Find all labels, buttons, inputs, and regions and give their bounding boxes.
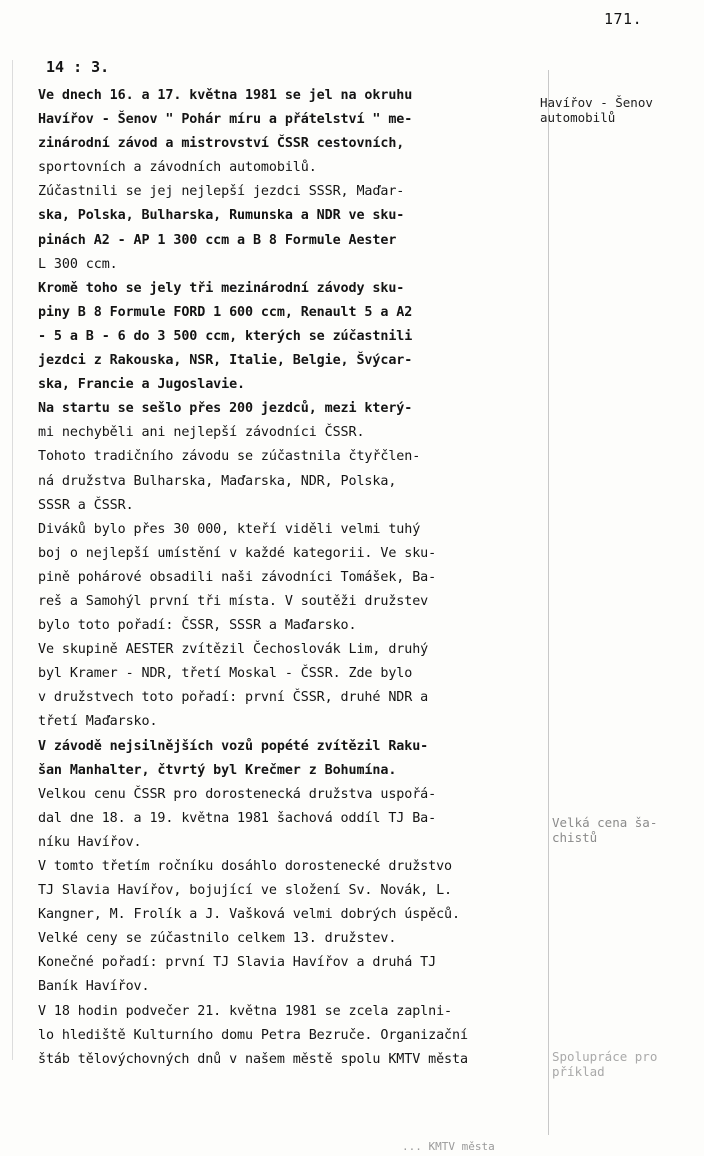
text-line-16: Tohoto tradičního závodu se zúčastnila čtyřčlen- xyxy=(38,449,421,465)
text-line-5: Zúčastnili se jej nejlepší jezdci SSSR, Maďar- xyxy=(38,184,405,200)
text-line-35: Kangner, M. Frolík a J. Vašková velmi dobrých úspěců. xyxy=(38,907,460,923)
text-line-19: Diváků bylo přes 30 000, kteří viděli velmi tuhý xyxy=(38,521,421,537)
text-line-13: ska, Francie a Jugoslavie. xyxy=(38,377,246,393)
text-line-31: dal dne 18. a 19. května 1981 šachová oddíl TJ Ba- xyxy=(38,810,437,826)
text-line-2: Havířov - Šenov " Pohár míru a přátelství " me- xyxy=(38,112,413,128)
text-line-26: v družstvech toto pořadí: první ČSSR, druhé NDR a xyxy=(38,690,429,706)
text-line-9: Kromě toho se jely tři mezinárodní závody sku- xyxy=(38,280,405,296)
text-line-40: lo hlediště Kulturního domu Petra Bezruče. Organizační xyxy=(38,1027,468,1043)
text-line-20: boj o nejlepší umístění v každé kategorii. Ve sku- xyxy=(38,545,437,561)
text-line-27: třetí Maďarsko. xyxy=(38,714,158,730)
margin-note-havirov-line-2: automobilů xyxy=(540,110,616,125)
page-number: 171. xyxy=(604,10,643,28)
text-line-3: zinárodní závod a mistrovství ČSSR cestovních, xyxy=(38,136,405,152)
text-line-38: Baník Havířov. xyxy=(38,979,150,995)
text-line-18: SSSR a ČSSR. xyxy=(38,497,134,513)
text-line-28: V závodě nejsilnějších vozů popété zvítězil Raku- xyxy=(38,738,429,754)
text-line-10: piny B 8 Formule FORD 1 600 ccm, Renault 5 a A2 xyxy=(38,304,413,320)
text-line-15: mi nechyběli ani nejlepší závodníci ČSSR. xyxy=(38,425,365,441)
left-edge-shadow xyxy=(12,60,13,1060)
date-header: 14 : 3. xyxy=(46,58,110,76)
text-line-12: jezdci z Rakouska, NSR, Italie, Belgie, Švýcar- xyxy=(38,353,413,369)
text-line-22: reš a Samohýl první tři místa. V soutěži družstev xyxy=(38,593,429,609)
text-line-36: Velké ceny se zúčastnilo celkem 13. družstev. xyxy=(38,931,397,947)
text-line-39: V 18 hodin podvečer 21. května 1981 se zcela zaplni- xyxy=(38,1003,453,1019)
margin-note-spolu-line-1: Spolupráce pro xyxy=(552,1049,658,1064)
text-line-23: bylo toto pořadí: ČSSR, SSSR a Maďarsko. xyxy=(38,618,357,634)
text-line-17: ná družstva Bulharska, Maďarska, NDR, Polska, xyxy=(38,473,397,489)
text-line-34: TJ Slavia Havířov, bojující ve složení Sv. Novák, L. xyxy=(38,883,453,899)
text-line-29: šan Manhalter, čtvrtý byl Krečmer z Bohumína. xyxy=(38,762,397,778)
text-line-7: pinách A2 - AP 1 300 ccm a B 8 Formule Aester xyxy=(38,232,397,248)
margin-note-havirov-line-1: Havířov - Šenov xyxy=(540,95,653,110)
text-line-41: štáb tělovýchovných dnů v našem městě spolu KMTV města xyxy=(38,1051,468,1067)
text-line-21: pině pohárové obsadili naši závodníci Tomášek, Ba- xyxy=(38,569,437,585)
body-text xyxy=(38,84,558,1072)
margin-note-spoluprace xyxy=(552,1049,657,1079)
text-line-32: níku Havířov. xyxy=(38,834,142,850)
text-line-14: Na startu se sešlo přes 200 jezdců, mezi který- xyxy=(38,401,413,417)
margin-note-velka-line-2: chistů xyxy=(552,830,598,845)
text-line-24: Ve skupině AESTER zvítězil Čechoslovák Lim, druhý xyxy=(38,642,429,658)
text-line-1: Ve dnech 16. a 17. května 1981 se jel na okruhu xyxy=(38,88,413,103)
text-line-4: sportovních a závodních automobilů. xyxy=(38,160,317,176)
margin-note-velka-cena xyxy=(552,815,657,845)
margin-note-spolu-line-2: příklad xyxy=(552,1064,605,1079)
text-line-30: Velkou cenu ČSSR pro dorostenecká družstva uspořá- xyxy=(38,786,437,802)
text-line-11: - 5 a B - 6 do 3 500 ccm, kterých se zúčastnili xyxy=(38,328,413,344)
text-line-33: V tomto třetím ročníku dosáhlo dorostenecké družstvo xyxy=(38,859,453,874)
margin-note-velka-line-1: Velká cena ša- xyxy=(552,815,658,830)
text-line-6: ska, Polska, Bulharska, Rumunska a NDR ve sku- xyxy=(38,208,405,224)
bottom-ghost-text: ... KMTV města xyxy=(402,1140,495,1153)
text-line-8: L 300 ccm. xyxy=(38,256,118,272)
text-line-37: Konečné pořadí: první TJ Slavia Havířov a druhá TJ xyxy=(38,955,437,971)
text-line-25: byl Kramer - NDR, třetí Moskal - ČSSR. Zde bylo xyxy=(38,666,413,682)
margin-note-havirov xyxy=(540,95,653,125)
